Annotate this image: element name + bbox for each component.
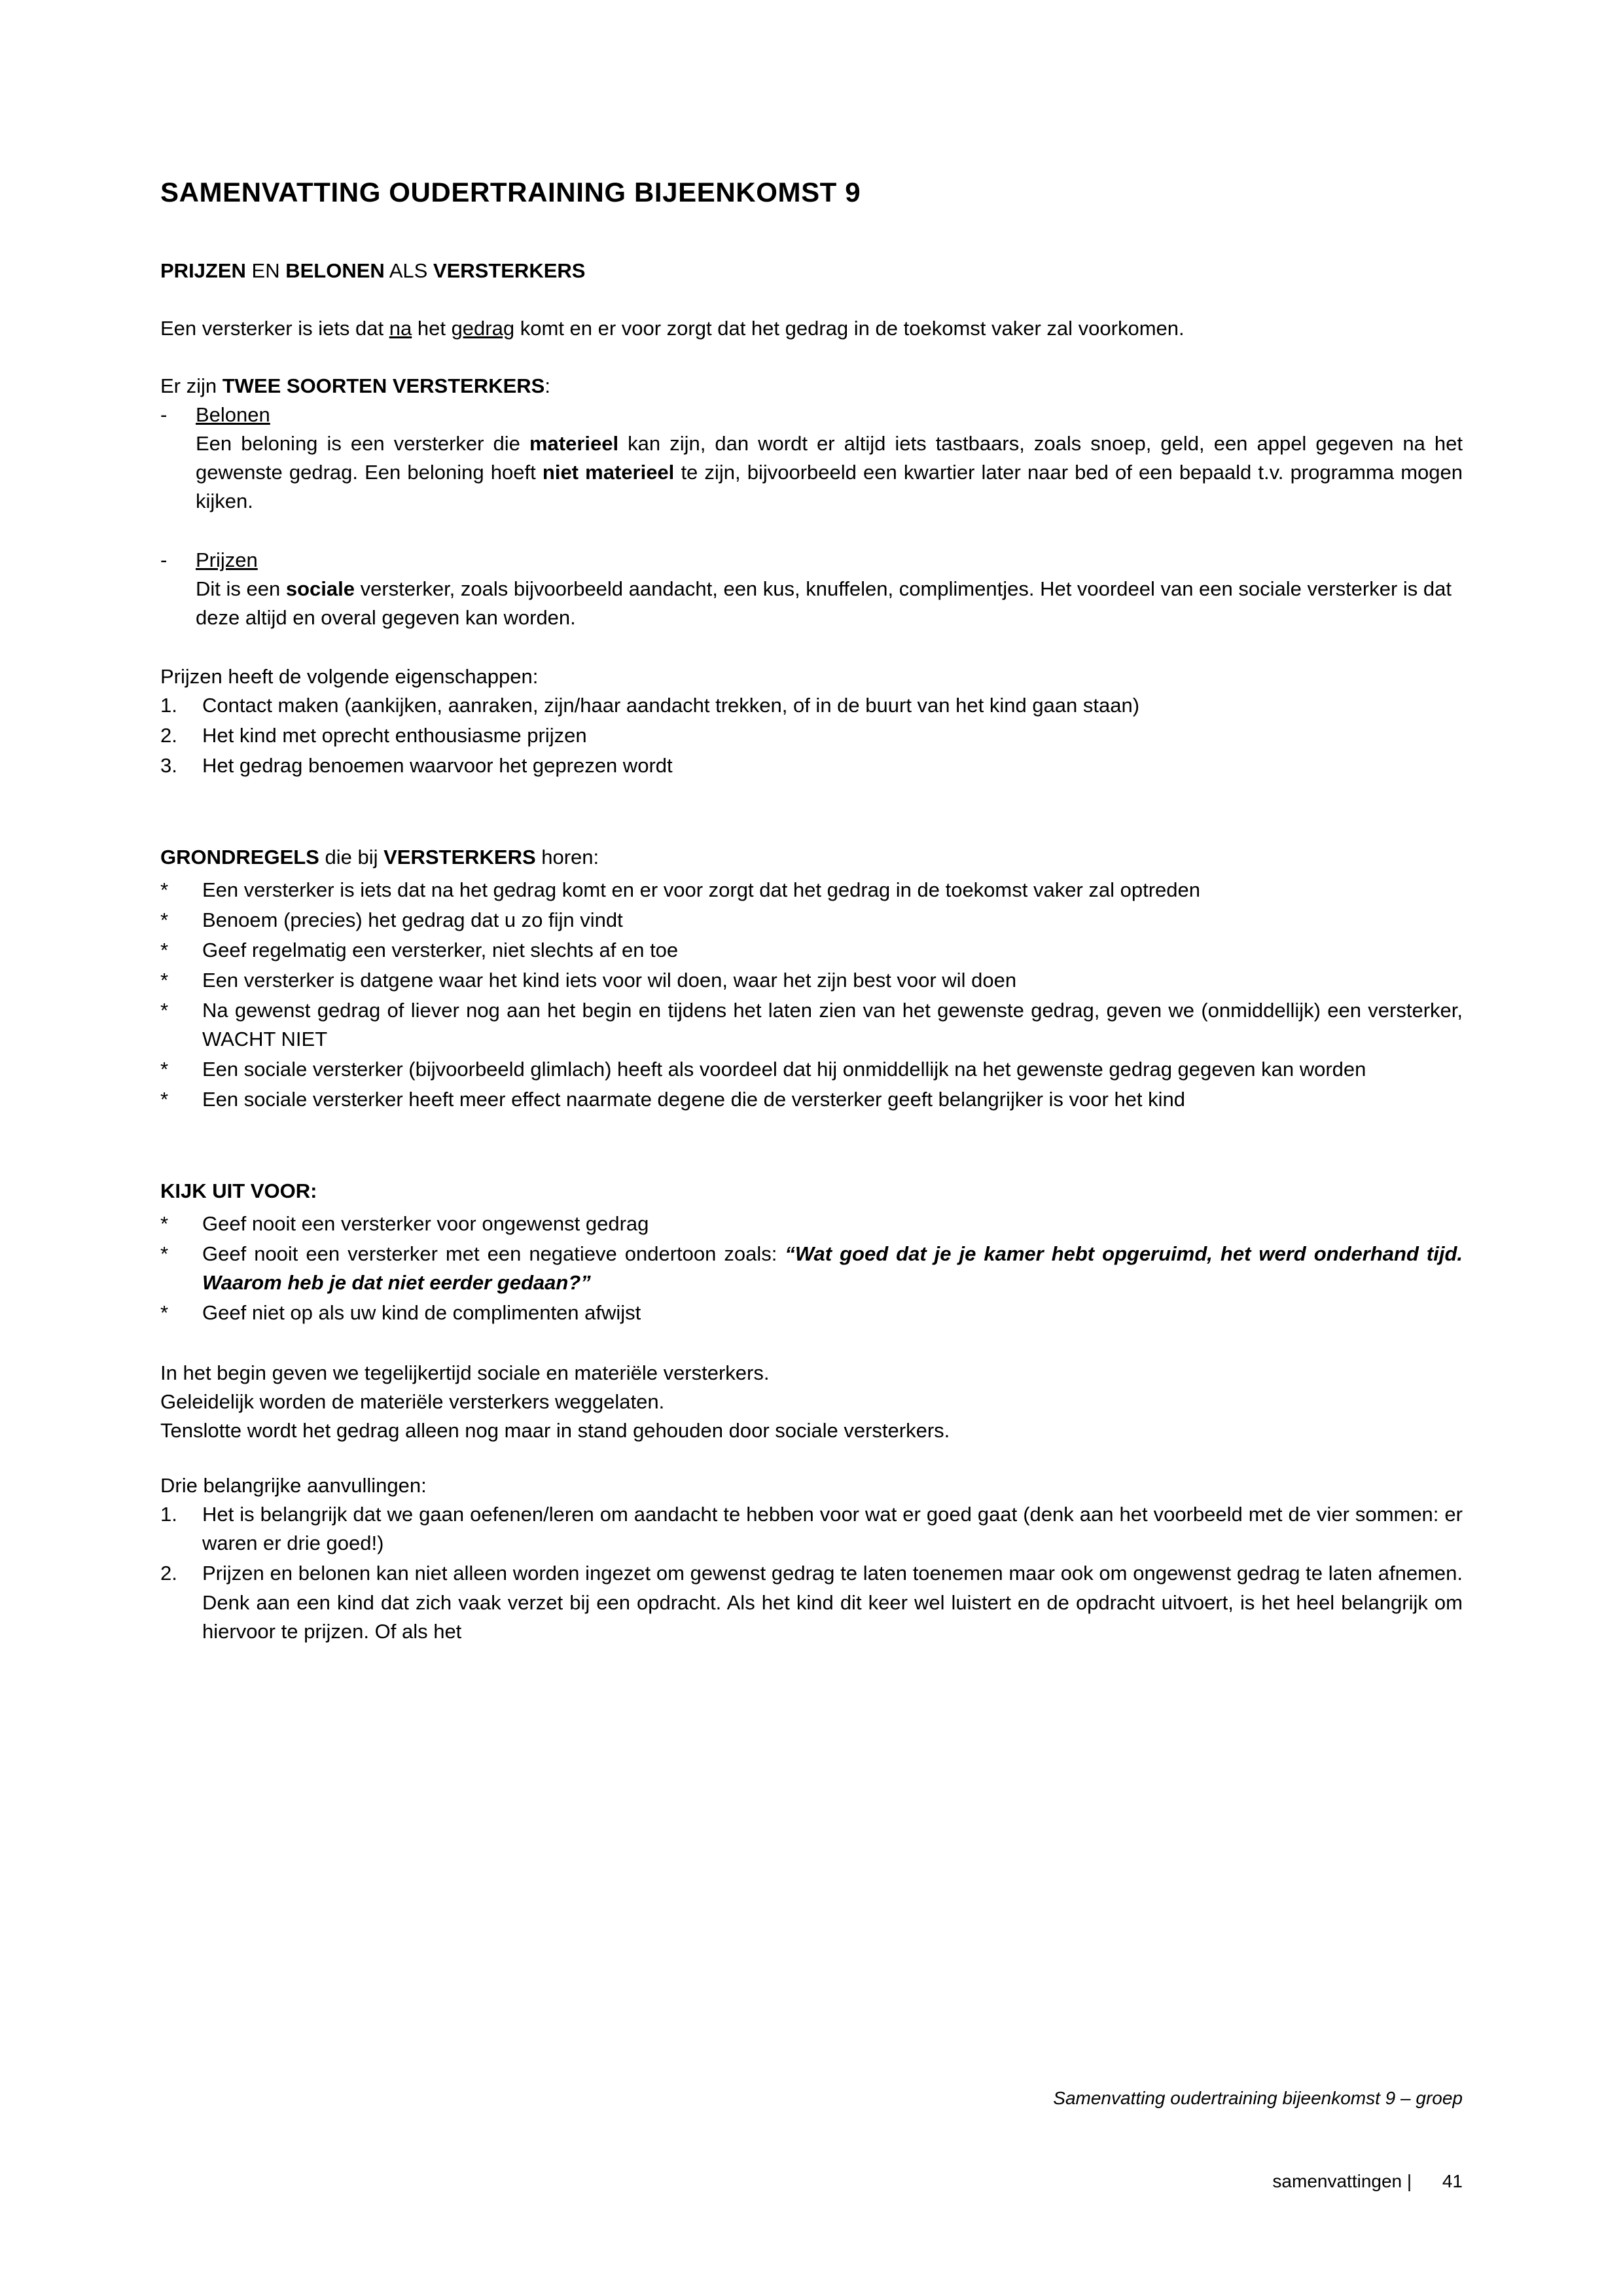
star-marker-icon: * [160,1212,169,1236]
list-item-text: Na gewenst gedrag of liever nog aan het begin en tijdens het laten zien van het gewenste gedrag, geven we (onmiddellijk) een versterker, WACHT NIET [202,999,1463,1051]
list-item-belonen-text [196,429,1463,516]
list-item-text: Prijzen en belonen kan niet alleen worden ingezet om gewenst gedrag te laten toenemen maar ook om ongewenst gedrag te laten afnemen. Denk aan een kind dat zich vaak verzet bij een opdracht. Als het kind dit keer wel luistert en de opdracht uitvoert, is het heel belangrijk om hiervoor te prijzen. Of als het [202,1562,1463,1643]
grondregels-text-b: die bij [319,846,384,869]
list-grondregels [160,876,1463,1114]
list-item-text: Het kind met oprecht enthousiasme prijzen [202,724,587,747]
list-item [160,966,1463,995]
list-item-text: Een sociale versterker heeft meer effect naarmate degene die de versterker geeft belangrijker is voor het kind [202,1088,1186,1111]
list-item-prijzen-text [196,575,1463,632]
list-item-prijzen-title: Prijzen [196,548,258,572]
fading-line-2: Geleidelijk worden de materiële versterkers weggelaten. [160,1390,665,1414]
belonen-bold-niet-materieel: niet materieel [542,461,675,484]
list-item-text-quote [202,1240,1463,1297]
prijzen-bold-sociale: sociale [285,577,355,601]
warn2-text-a: Geef nooit een versterker met een negatieve ondertoon zoals: [202,1242,785,1266]
list-number: 2. [160,724,177,747]
star-marker-icon: * [160,878,169,902]
list-item-text: Geef nooit een versterker voor ongewenst gedrag [202,1212,649,1236]
section-heading-prijzen-belonen [160,259,1463,283]
heading-word-belonen: BELONEN [285,259,385,282]
belonen-text-c: te zijn, bijvoorbeeld een kwartier later naar bed of een bepaald t.v. programma mogen kijken. [196,461,1463,513]
heading-word-prijzen: PRIJZEN [160,259,246,282]
list-item-text: Een versterker is datgene waar het kind iets voor wil doen, waar het zijn best voor wil doen [202,969,1017,992]
list-item-prijzen [160,546,1463,632]
list-item [160,691,1463,720]
list-item [160,1559,1463,1645]
two-kinds-bold: TWEE SOORTEN VERSTERKERS [222,374,545,398]
heading-word-als: ALS [384,259,433,282]
list-additions [160,1500,1463,1645]
list-number: 1. [160,694,177,717]
list-item [160,1055,1463,1084]
grondregels-bold: GRONDREGELS [160,846,319,869]
intro-text-c: komt en er voor zorgt dat het gedrag in de toekomst vaker zal voorkomen. [514,317,1185,340]
paragraph-versterker-definition [160,314,1463,343]
grondregels-bold-versterkers: VERSTERKERS [383,846,536,869]
grondregels-text-d: horen: [535,846,599,869]
dash-marker-icon: - [160,403,168,427]
list-item [160,751,1463,780]
list-item-text: Een versterker is iets dat na het gedrag komt en er voor zorgt dat het gedrag in de toekomst vaker zal optreden [202,878,1201,902]
list-item [160,996,1463,1054]
list-item-text: Geef regelmatig een versterker, niet slechts af en toe [202,939,679,962]
paragraph-versterker-fading [160,1359,1463,1445]
two-kinds-text-c: : [544,374,550,398]
star-marker-icon: * [160,1058,169,1081]
paragraph-additions-lead: Drie belangrijke aanvullingen: [160,1474,427,1498]
list-number: 1. [160,1503,177,1526]
heading-word-versterkers: VERSTERKERS [433,259,586,282]
section-heading-kijk-uit-voor [160,1179,1463,1203]
warn2-quote: “Wat goed dat je je kamer hebt opgeruimd, het werd onderhand tijd. Waarom heb je dat niet eerder gedaan?” [202,1242,1463,1295]
list-item-text: Een sociale versterker (bijvoorbeeld glimlach) heeft als voordeel dat hij onmiddellijk na het gewenste gedrag gegeven kan worden [202,1058,1366,1081]
fading-line-3: Tenslotte wordt het gedrag alleen nog maar in stand gehouden door sociale versterkers. [160,1419,950,1443]
belonen-bold-materieel: materieel [529,432,619,456]
paragraph-props-lead: Prijzen heeft de volgende eigenschappen: [160,665,539,689]
list-number: 3. [160,754,177,778]
list-item [160,1085,1463,1114]
list-item-text: Het gedrag benoemen waarvoor het geprezen wordt [202,754,673,778]
list-item-belonen [160,401,1463,516]
belonen-text-b: kan zijn, dan wordt er altijd iets tastbaars, zoals snoep, geld, een appel gegeven na het gewenste gedrag. Een beloning hoeft [196,432,1463,484]
footer-page [1252,2150,1463,2213]
list-item [160,876,1463,905]
prijzen-text-a: Dit is een [196,577,286,601]
fading-line-1: In het begin geven we tegelijkertijd sociale en materiële versterkers. [160,1361,770,1385]
list-item [160,936,1463,965]
list-item-belonen-body [196,401,1463,516]
paragraph-two-kinds-lead [160,372,1463,401]
list-item [160,906,1463,935]
list-item [160,721,1463,750]
list-item-text: Geef niet op als uw kind de complimenten afwijst [202,1301,641,1325]
intro-text-b: het [412,317,452,340]
star-marker-icon: * [160,1088,169,1111]
page-title: SAMENVATTING OUDERTRAINING BIJEENKOMST 9 [160,177,861,207]
star-marker-icon: * [160,969,169,992]
two-kinds-text-a: Er zijn [160,374,223,398]
list-item [160,1299,1463,1327]
star-marker-icon: * [160,939,169,962]
list-item-text: Contact maken (aankijken, aanraken, zijn/haar aandacht trekken, of in de buurt van het kind gaan staan) [202,694,1140,717]
list-item [160,1240,1463,1297]
list-two-kinds [160,401,1463,632]
footer-label: samenvattingen | [1272,2171,1412,2191]
list-item-text: Benoem (precies) het gedrag dat u zo fijn vindt [202,908,623,932]
page-number: 41 [1442,2171,1463,2191]
list-item-text: Het is belangrijk dat we gaan oefenen/leren om aandacht te hebben voor wat er goed gaat (denk aan het voorbeeld met de vier sommen: er waren er drie goed!) [202,1503,1463,1555]
kijk-uit-voor-bold: KIJK UIT VOOR: [160,1179,317,1203]
list-item [160,1500,1463,1558]
intro-underlined-na: na [389,317,412,340]
intro-text-a: Een versterker is iets dat [160,317,389,340]
intro-underlined-gedrag: gedrag [451,317,515,340]
belonen-text-a: Een beloning is een versterker die [196,432,529,456]
star-marker-icon: * [160,1301,169,1325]
list-item-prijzen-body [196,546,1463,632]
star-marker-icon: * [160,999,169,1022]
list-item [160,1210,1463,1238]
list-prijzen-properties [160,691,1463,780]
list-warnings [160,1210,1463,1327]
list-item-belonen-title: Belonen [196,403,270,427]
section-heading-grondregels [160,846,1463,869]
prijzen-text-b: versterker, zoals bijvoorbeeld aandacht, een kus, knuffelen, complimentjes. Het voordeel van een sociale versterker is dat deze altijd en overal gegeven kan worden. [196,577,1452,630]
dash-marker-icon: - [160,548,168,572]
list-number: 2. [160,1562,177,1585]
footer-note: Samenvatting oudertraining bijeenkomst 9 – groep [1053,2088,1463,2108]
star-marker-icon: * [160,908,169,932]
heading-word-en: EN [245,259,286,282]
star-marker-icon: * [160,1242,169,1266]
